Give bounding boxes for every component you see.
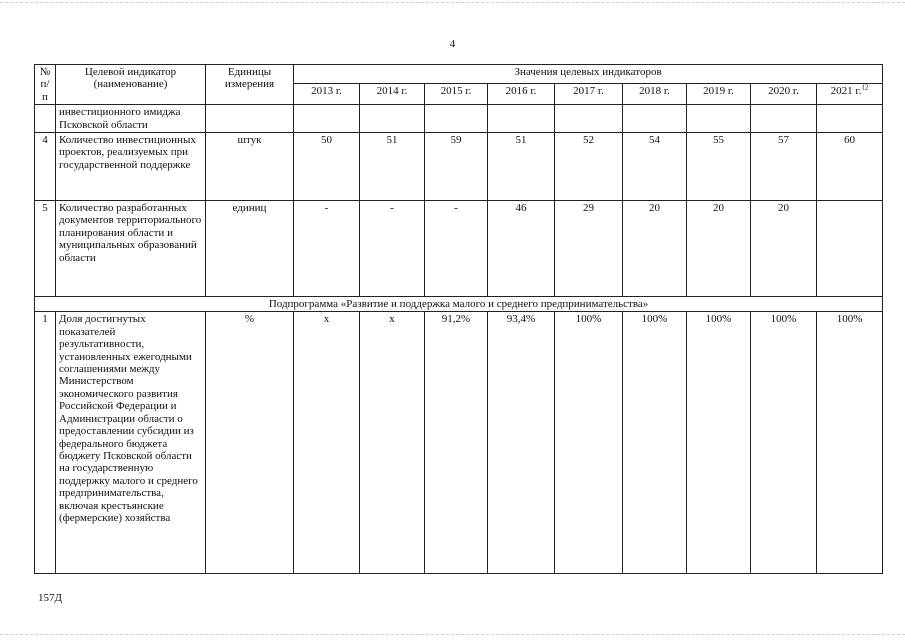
header-year: 2020 г. bbox=[751, 83, 817, 105]
row-value: 100% bbox=[623, 312, 687, 574]
year-label: 2021 г. bbox=[830, 84, 862, 97]
table-row bbox=[35, 105, 883, 133]
page-number: 4 bbox=[449, 38, 456, 50]
row-value: 51 bbox=[360, 133, 425, 201]
table-row bbox=[35, 201, 883, 297]
row-value: 91,2% bbox=[425, 312, 488, 574]
row-value: 55 bbox=[687, 133, 751, 201]
row-value: 54 bbox=[623, 133, 687, 201]
row-value bbox=[555, 105, 623, 133]
header-year: 2019 г. bbox=[687, 83, 751, 105]
row-name: Количество разработанных документов территориального планирования области и муниципальных образований области bbox=[56, 201, 206, 297]
table-row bbox=[35, 312, 883, 574]
header-unit: Единицы измерения bbox=[206, 65, 294, 105]
header-num: № п/п bbox=[35, 65, 56, 105]
row-value: 29 bbox=[555, 201, 623, 297]
header-year: 2015 г. bbox=[425, 83, 488, 105]
row-value: - bbox=[294, 201, 360, 297]
row-value: 46 bbox=[488, 201, 555, 297]
row-value: 59 bbox=[425, 133, 488, 201]
section-title: Подпрограмма «Развитие и поддержка малого и среднего предпринимательства» bbox=[35, 297, 883, 312]
row-value: 52 bbox=[555, 133, 623, 201]
row-value: - bbox=[425, 201, 488, 297]
header-year-2021 bbox=[817, 83, 883, 105]
row-value: 51 bbox=[488, 133, 555, 201]
header-year: 2016 г. bbox=[488, 83, 555, 105]
header-values-group: Значения целевых индикаторов bbox=[294, 65, 883, 84]
row-unit: штук bbox=[206, 133, 294, 201]
header-name: Целевой индикатор (наименование) bbox=[56, 65, 206, 105]
row-value bbox=[817, 201, 883, 297]
row-unit: % bbox=[206, 312, 294, 574]
row-value bbox=[817, 105, 883, 133]
row-unit bbox=[206, 105, 294, 133]
row-value bbox=[488, 105, 555, 133]
row-value: - bbox=[360, 201, 425, 297]
header-year: 2017 г. bbox=[555, 83, 623, 105]
header-year: 2018 г. bbox=[623, 83, 687, 105]
row-num: 4 bbox=[35, 133, 56, 201]
table-row bbox=[35, 133, 883, 201]
document-code: 157Д bbox=[38, 592, 63, 604]
header-year: 2013 г. bbox=[294, 83, 360, 105]
row-value bbox=[360, 105, 425, 133]
row-value: 100% bbox=[687, 312, 751, 574]
row-num: 1 bbox=[35, 312, 56, 574]
row-value: х bbox=[360, 312, 425, 574]
row-name: Доля достигнутых показателей результативности, установленных ежегодными соглашениями между Министерством экономического развития Российской Федерации и Администрации области о предоставлении субсидии из федерального бюджета бюджету Псковской области на государственную поддержку малого и среднего предпринимательства, включая крестьянские (фермерские) хозяйства bbox=[56, 312, 206, 574]
row-value: 20 bbox=[751, 201, 817, 297]
row-num: 5 bbox=[35, 201, 56, 297]
row-value bbox=[294, 105, 360, 133]
row-value bbox=[751, 105, 817, 133]
row-value: 57 bbox=[751, 133, 817, 201]
row-value: 50 bbox=[294, 133, 360, 201]
indicators-table bbox=[34, 64, 883, 574]
row-value: 60 bbox=[817, 133, 883, 201]
scan-top-edge bbox=[0, 2, 905, 4]
section-row bbox=[35, 297, 883, 312]
row-value: 100% bbox=[555, 312, 623, 574]
row-value: 100% bbox=[751, 312, 817, 574]
row-name: Количество инвестиционных проектов, реализуемых при государственной поддержке bbox=[56, 133, 206, 201]
row-num bbox=[35, 105, 56, 133]
row-value bbox=[623, 105, 687, 133]
row-name: инвестиционного имиджа Псковской области bbox=[56, 105, 206, 133]
row-value: 100% bbox=[817, 312, 883, 574]
scan-bottom-edge bbox=[0, 634, 905, 636]
row-value: 93,4% bbox=[488, 312, 555, 574]
row-value: 20 bbox=[687, 201, 751, 297]
row-value bbox=[425, 105, 488, 133]
footnote-marker: 12 bbox=[861, 83, 869, 91]
header-year: 2014 г. bbox=[360, 83, 425, 105]
row-value: 20 bbox=[623, 201, 687, 297]
row-value: х bbox=[294, 312, 360, 574]
row-unit: единиц bbox=[206, 201, 294, 297]
row-value bbox=[687, 105, 751, 133]
